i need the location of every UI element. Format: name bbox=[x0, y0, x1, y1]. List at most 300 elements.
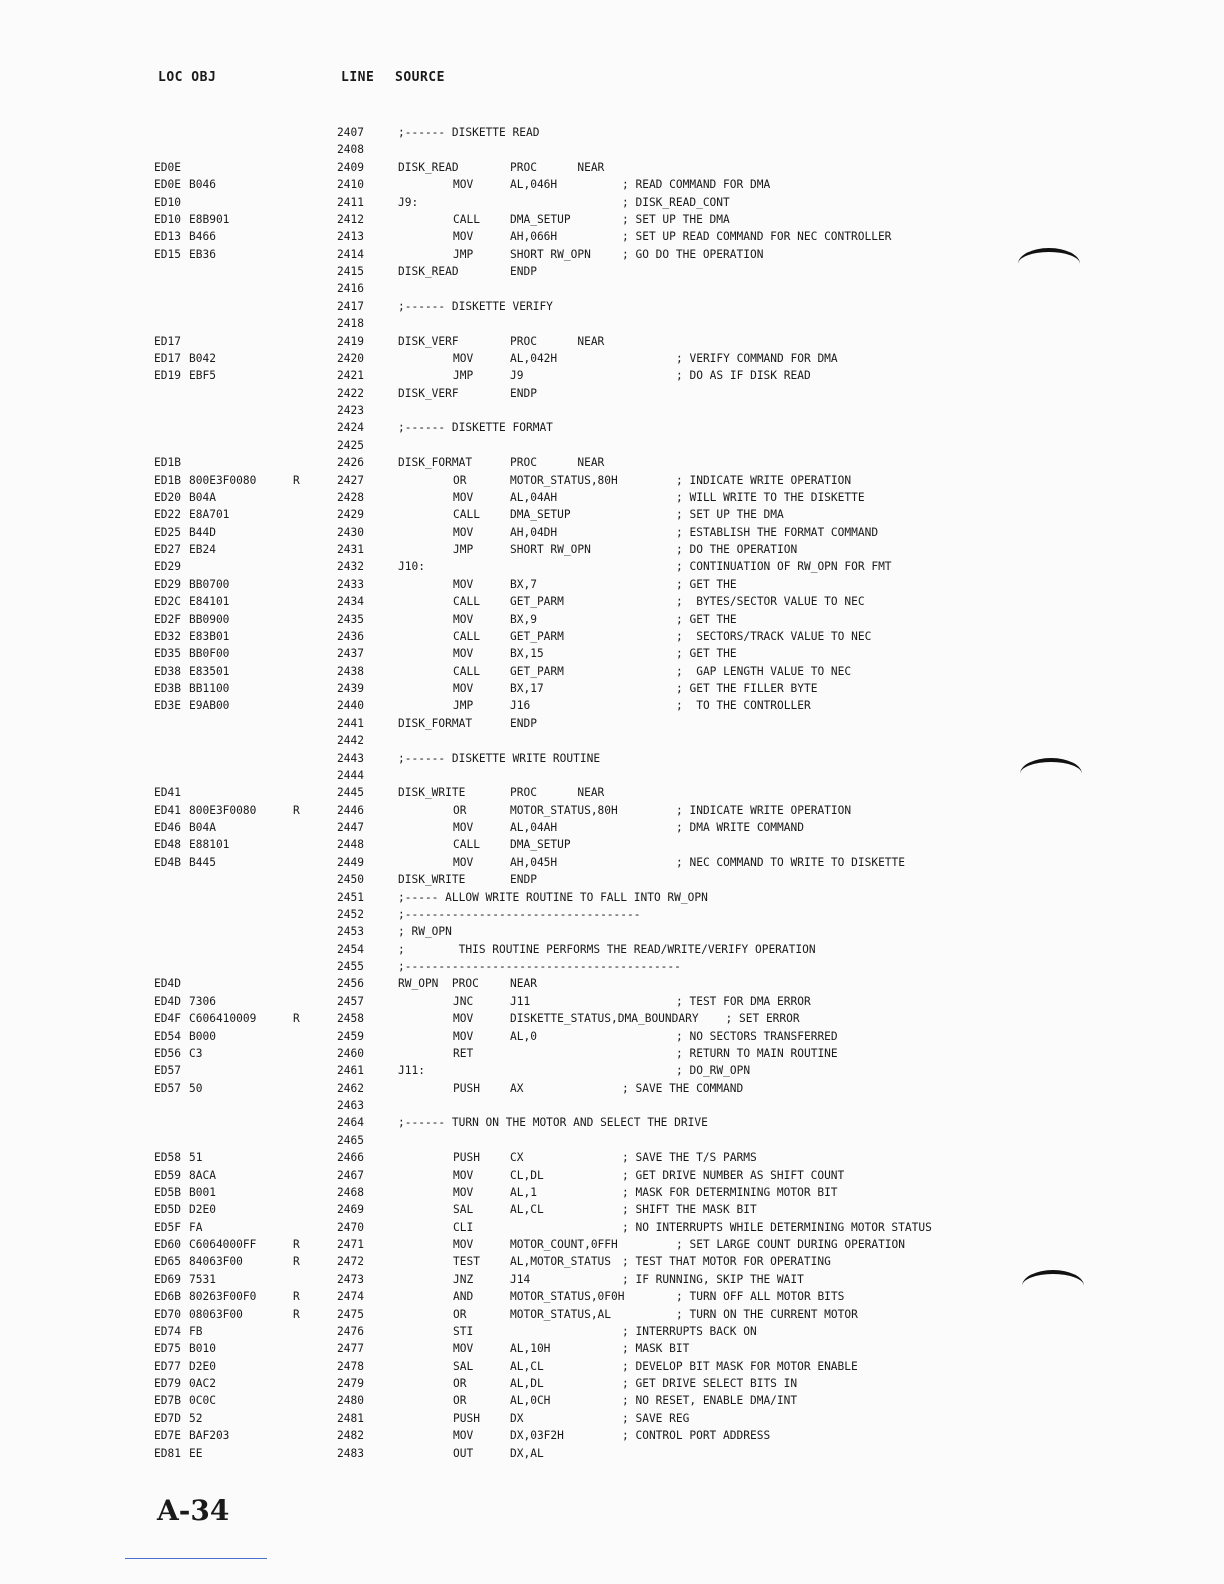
line-number: 2461 bbox=[337, 1064, 364, 1078]
relocation-flag: R bbox=[293, 1012, 300, 1026]
comment: ; ESTABLISH THE FORMAT COMMAND bbox=[676, 525, 879, 539]
loc-address: ED25 bbox=[154, 525, 181, 539]
source-line: ; RW_OPN bbox=[398, 925, 452, 939]
loc-address: ED20 bbox=[154, 490, 181, 504]
line-number: 2459 bbox=[337, 1029, 364, 1043]
object-code: 7306 bbox=[189, 994, 216, 1008]
mnemonic: CALL bbox=[453, 212, 480, 226]
object-code: C6064000FF bbox=[189, 1238, 257, 1251]
operand: DX,AL bbox=[510, 1446, 544, 1460]
relocation-flag: R bbox=[293, 803, 300, 817]
operand: ENDP bbox=[510, 386, 537, 400]
listing-row bbox=[0, 576, 1224, 593]
comment: ; DMA WRITE COMMAND bbox=[676, 821, 804, 834]
line-number: 2418 bbox=[337, 317, 364, 331]
listing-row bbox=[0, 993, 1224, 1010]
listing-row bbox=[0, 194, 1224, 211]
comment: ; MASK BIT bbox=[622, 1342, 690, 1356]
mnemonic: CALL bbox=[453, 595, 480, 609]
mnemonic: MOV bbox=[453, 490, 474, 504]
loc-address: ED81 bbox=[154, 1446, 181, 1460]
object-code: E9AB00 bbox=[189, 699, 230, 713]
source-label: J10: bbox=[398, 560, 425, 574]
object-code: E83501 bbox=[189, 664, 230, 678]
listing-row bbox=[0, 958, 1224, 975]
object-code: C606410009 bbox=[189, 1012, 257, 1026]
operand: PROC NEAR bbox=[510, 160, 605, 174]
source-label: DISK_FORMAT bbox=[398, 716, 473, 730]
loc-address: ED4D bbox=[154, 994, 181, 1008]
comment: ; INTERRUPTS BACK ON bbox=[622, 1324, 757, 1338]
comment: ; INDICATE WRITE OPERATION bbox=[676, 473, 852, 487]
source-label: DISK_WRITE bbox=[398, 873, 466, 887]
listing-row bbox=[0, 923, 1224, 940]
mnemonic: TEST bbox=[453, 1255, 480, 1269]
line-number: 2428 bbox=[337, 490, 364, 504]
line-number: 2467 bbox=[337, 1168, 364, 1182]
mnemonic: CLI bbox=[453, 1220, 474, 1234]
loc-address: ED54 bbox=[154, 1029, 181, 1043]
loc-address: ED57 bbox=[154, 1064, 181, 1078]
operand: MOTOR_STATUS,80H bbox=[510, 803, 618, 817]
listing-row bbox=[0, 871, 1224, 888]
comment: ; VERIFY COMMAND FOR DMA bbox=[676, 351, 838, 365]
loc-address: ED4D bbox=[154, 977, 181, 991]
line-number: 2433 bbox=[337, 577, 364, 591]
line-number: 2439 bbox=[337, 682, 364, 695]
listing-row bbox=[0, 1340, 1224, 1357]
listing-row bbox=[0, 1132, 1224, 1149]
source-line: ;----------------------------------------- bbox=[398, 960, 681, 973]
loc-address: ED22 bbox=[154, 508, 181, 522]
source-label: J9: bbox=[398, 195, 419, 209]
comment: ; SECTORS/TRACK VALUE TO NEC bbox=[676, 629, 872, 643]
mnemonic: MOV bbox=[453, 1012, 474, 1026]
listing-row bbox=[0, 854, 1224, 871]
operand: AL,046H bbox=[510, 178, 558, 192]
relocation-flag: R bbox=[293, 1307, 300, 1321]
comment: ; NO INTERRUPTS WHILE DETERMINING MOTOR STATUS bbox=[622, 1220, 932, 1234]
loc-address: ED70 bbox=[154, 1307, 181, 1321]
loc-address: ED15 bbox=[154, 247, 181, 261]
mnemonic: MOV bbox=[453, 1429, 474, 1443]
listing-row bbox=[0, 1097, 1224, 1114]
source-label: DISK_WRITE bbox=[398, 786, 466, 800]
loc-address: ED27 bbox=[154, 543, 181, 556]
source-line: ;----- ALLOW WRITE ROUTINE TO FALL INTO RW_OPN bbox=[398, 890, 708, 904]
mnemonic: PUSH bbox=[453, 1151, 480, 1165]
line-number: 2477 bbox=[337, 1342, 364, 1356]
source-line: ;------ TURN ON THE MOTOR AND SELECT THE DRIVE bbox=[398, 1116, 708, 1130]
listing-row bbox=[0, 645, 1224, 662]
comment: ; BYTES/SECTOR VALUE TO NEC bbox=[676, 595, 865, 609]
mnemonic: MOV bbox=[453, 525, 474, 539]
line-number: 2462 bbox=[337, 1081, 364, 1095]
loc-address: ED58 bbox=[154, 1151, 181, 1165]
mnemonic: CALL bbox=[453, 664, 480, 678]
comment: ; SET UP THE DMA bbox=[622, 212, 730, 226]
source-label: J11: bbox=[398, 1064, 425, 1078]
loc-address: ED13 bbox=[154, 230, 181, 244]
listing-row bbox=[0, 1201, 1224, 1218]
line-number: 2458 bbox=[337, 1012, 364, 1026]
object-code: 51 bbox=[189, 1151, 203, 1165]
listing-row bbox=[0, 1219, 1224, 1236]
operand: MOTOR_STATUS,AL bbox=[510, 1307, 612, 1321]
listing-row bbox=[0, 1028, 1224, 1045]
operand: AL,04AH bbox=[510, 821, 558, 834]
object-code: C3 bbox=[189, 1046, 203, 1060]
object-code: 800E3F0080 bbox=[189, 803, 257, 817]
source-line: ;------ DISKETTE FORMAT bbox=[398, 421, 553, 435]
source-label: DISK_FORMAT bbox=[398, 456, 473, 470]
loc-address: ED35 bbox=[154, 647, 181, 661]
line-number: 2409 bbox=[337, 160, 364, 174]
comment: ; SET UP READ COMMAND FOR NEC CONTROLLER bbox=[622, 230, 892, 244]
line-number: 2413 bbox=[337, 230, 364, 244]
operand: PROC NEAR bbox=[510, 786, 605, 800]
binder-hole-icon bbox=[1020, 758, 1082, 790]
mnemonic: SAL bbox=[453, 1359, 474, 1373]
line-number: 2411 bbox=[337, 195, 364, 209]
mnemonic: OR bbox=[453, 1307, 467, 1321]
loc-address: ED38 bbox=[154, 664, 181, 678]
mnemonic: MOV bbox=[453, 1185, 474, 1199]
operand: GET_PARM bbox=[510, 629, 564, 643]
comment: ; GET THE FILLER BYTE bbox=[676, 682, 818, 695]
line-number: 2432 bbox=[337, 560, 364, 574]
comment: ; DEVELOP BIT MASK FOR MOTOR ENABLE bbox=[622, 1359, 858, 1373]
mnemonic: CALL bbox=[453, 629, 480, 643]
line-number: 2420 bbox=[337, 351, 364, 365]
binder-hole-icon bbox=[1018, 248, 1080, 280]
line-number: 2465 bbox=[337, 1133, 364, 1147]
listing-row bbox=[0, 454, 1224, 471]
line-number: 2417 bbox=[337, 299, 364, 313]
operand: GET_PARM bbox=[510, 595, 564, 609]
operand: AL,CL bbox=[510, 1359, 544, 1373]
line-number: 2412 bbox=[337, 212, 364, 226]
object-code: BB0900 bbox=[189, 612, 230, 626]
listing-row bbox=[0, 1167, 1224, 1184]
object-code: E84101 bbox=[189, 595, 230, 609]
listing-row bbox=[0, 402, 1224, 419]
comment: ; DO_RW_OPN bbox=[676, 1064, 751, 1078]
mnemonic: JMP bbox=[453, 699, 474, 713]
object-code: 7531 bbox=[189, 1272, 216, 1286]
line-number: 2463 bbox=[337, 1099, 364, 1112]
object-code: B04A bbox=[189, 490, 216, 504]
line-number: 2407 bbox=[337, 126, 364, 139]
listing-row bbox=[0, 906, 1224, 923]
line-number: 2445 bbox=[337, 786, 364, 800]
object-code: D2E0 bbox=[189, 1203, 216, 1217]
listing-row bbox=[0, 1010, 1224, 1027]
loc-address: ED0E bbox=[154, 178, 181, 192]
operand: MOTOR_STATUS,0F0H bbox=[510, 1290, 625, 1304]
loc-address: ED6B bbox=[154, 1290, 181, 1304]
loc-address: ED29 bbox=[154, 560, 181, 574]
comment: ; TEST THAT MOTOR FOR OPERATING bbox=[622, 1255, 831, 1269]
comment: ; MASK FOR DETERMINING MOTOR BIT bbox=[622, 1185, 838, 1199]
listing-row bbox=[0, 541, 1224, 558]
mnemonic: CALL bbox=[453, 508, 480, 522]
loc-address: ED1B bbox=[154, 456, 181, 470]
mnemonic: MOV bbox=[453, 577, 474, 591]
comment: ; RETURN TO MAIN ROUTINE bbox=[676, 1046, 838, 1060]
header-source: SOURCE bbox=[395, 70, 445, 85]
comment: ; READ COMMAND FOR DMA bbox=[622, 178, 771, 192]
object-code: BB1100 bbox=[189, 682, 230, 695]
operand: J16 bbox=[510, 699, 531, 713]
listing-row bbox=[0, 333, 1224, 350]
operand: AH,045H bbox=[510, 855, 558, 869]
line-number: 2408 bbox=[337, 143, 364, 157]
line-number: 2466 bbox=[337, 1151, 364, 1165]
loc-address: ED4F bbox=[154, 1012, 181, 1026]
loc-address: ED77 bbox=[154, 1359, 181, 1373]
comment: ; DISK_READ_CONT bbox=[622, 195, 730, 209]
operand: MOTOR_COUNT,0FFH bbox=[510, 1238, 618, 1251]
line-number: 2449 bbox=[337, 855, 364, 869]
listing-row bbox=[0, 732, 1224, 749]
object-code: B04A bbox=[189, 821, 216, 834]
operand: NEAR bbox=[510, 977, 537, 991]
listing-row bbox=[0, 159, 1224, 176]
loc-address: ED19 bbox=[154, 369, 181, 383]
object-code: B010 bbox=[189, 1342, 216, 1356]
operand: AL,0CH bbox=[510, 1394, 551, 1408]
footer-rule bbox=[125, 1558, 267, 1559]
mnemonic: MOV bbox=[453, 647, 474, 661]
line-number: 2451 bbox=[337, 890, 364, 904]
line-number: 2447 bbox=[337, 821, 364, 834]
mnemonic: MOV bbox=[453, 1238, 474, 1251]
comment: ; CONTINUATION OF RW_OPN FOR FMT bbox=[676, 560, 892, 574]
operand: CX bbox=[510, 1151, 524, 1165]
line-number: 2454 bbox=[337, 942, 364, 956]
object-code: B000 bbox=[189, 1029, 216, 1043]
listing-row bbox=[0, 1427, 1224, 1444]
object-code: E8A701 bbox=[189, 508, 230, 522]
comment: ; DO AS IF DISK READ bbox=[676, 369, 811, 383]
line-number: 2438 bbox=[337, 664, 364, 678]
line-number: 2441 bbox=[337, 716, 364, 730]
operand: DMA_SETUP bbox=[510, 212, 571, 226]
operand: BX,15 bbox=[510, 647, 544, 661]
line-number: 2469 bbox=[337, 1203, 364, 1217]
object-code: E88101 bbox=[189, 838, 230, 852]
line-number: 2476 bbox=[337, 1324, 364, 1338]
listing-row bbox=[0, 941, 1224, 958]
mnemonic: MOV bbox=[453, 821, 474, 834]
loc-address: ED69 bbox=[154, 1272, 181, 1286]
comment: ; SAVE THE COMMAND bbox=[622, 1081, 744, 1095]
comment: ; TURN OFF ALL MOTOR BITS bbox=[676, 1290, 845, 1304]
line-number: 2437 bbox=[337, 647, 364, 661]
loc-address: ED2C bbox=[154, 595, 181, 609]
loc-address: ED10 bbox=[154, 212, 181, 226]
listing-row bbox=[0, 1445, 1224, 1462]
line-number: 2435 bbox=[337, 612, 364, 626]
line-number: 2471 bbox=[337, 1238, 364, 1251]
object-code: BB0700 bbox=[189, 577, 230, 591]
operand: AL,DL bbox=[510, 1377, 544, 1390]
binder-hole-icon bbox=[1022, 1270, 1084, 1302]
operand: J9 bbox=[510, 369, 524, 383]
listing-row bbox=[0, 836, 1224, 853]
comment: ; GO DO THE OPERATION bbox=[622, 247, 764, 261]
line-number: 2429 bbox=[337, 508, 364, 522]
line-number: 2464 bbox=[337, 1116, 364, 1130]
listing-row bbox=[0, 802, 1224, 819]
loc-address: ED17 bbox=[154, 334, 181, 348]
operand: ENDP bbox=[510, 716, 537, 730]
listing-row bbox=[0, 1114, 1224, 1131]
listing-row bbox=[0, 315, 1224, 332]
comment: ; GAP LENGTH VALUE TO NEC bbox=[676, 664, 852, 678]
mnemonic: OR bbox=[453, 1394, 467, 1408]
object-code: BB0F00 bbox=[189, 647, 230, 661]
mnemonic: MOV bbox=[453, 612, 474, 626]
source-line: ;------ DISKETTE VERIFY bbox=[398, 299, 553, 313]
line-number: 2482 bbox=[337, 1429, 364, 1443]
comment: ; INDICATE WRITE OPERATION bbox=[676, 803, 852, 817]
listing-row bbox=[0, 1184, 1224, 1201]
mnemonic: JNC bbox=[453, 994, 474, 1008]
mnemonic: JMP bbox=[453, 247, 474, 261]
source-line: ;------ DISKETTE WRITE ROUTINE bbox=[398, 751, 601, 765]
listing-row bbox=[0, 437, 1224, 454]
line-number: 2483 bbox=[337, 1446, 364, 1460]
mnemonic: MOV bbox=[453, 1342, 474, 1356]
loc-address: ED0E bbox=[154, 160, 181, 174]
listing-row bbox=[0, 1253, 1224, 1270]
object-code: D2E0 bbox=[189, 1359, 216, 1373]
operand: AL,CL bbox=[510, 1203, 544, 1217]
object-code: 08063F00 bbox=[189, 1307, 243, 1321]
object-code: EB36 bbox=[189, 247, 216, 261]
relocation-flag: R bbox=[293, 1255, 300, 1269]
listing-row bbox=[0, 124, 1224, 141]
line-number: 2472 bbox=[337, 1255, 364, 1269]
object-code: 52 bbox=[189, 1411, 203, 1425]
comment: ; TO THE CONTROLLER bbox=[676, 699, 811, 713]
listing-row bbox=[0, 280, 1224, 297]
line-number: 2457 bbox=[337, 994, 364, 1008]
listing-row bbox=[0, 611, 1224, 628]
line-number: 2444 bbox=[337, 768, 364, 782]
loc-address: ED5D bbox=[154, 1203, 181, 1217]
object-code: FA bbox=[189, 1220, 203, 1234]
comment: ; TEST FOR DMA ERROR bbox=[676, 994, 811, 1008]
comment: ; DO THE OPERATION bbox=[676, 543, 798, 556]
line-number: 2415 bbox=[337, 265, 364, 278]
operand: AX bbox=[510, 1081, 524, 1095]
mnemonic: MOV bbox=[453, 682, 474, 695]
listing-row bbox=[0, 419, 1224, 436]
line-number: 2480 bbox=[337, 1394, 364, 1408]
operand: BX,7 bbox=[510, 577, 537, 591]
source-line: ;------ DISKETTE READ bbox=[398, 126, 540, 139]
operand: PROC NEAR bbox=[510, 334, 605, 348]
line-number: 2470 bbox=[337, 1220, 364, 1234]
line-number: 2425 bbox=[337, 438, 364, 452]
listing-row bbox=[0, 506, 1224, 523]
mnemonic: OUT bbox=[453, 1446, 474, 1460]
loc-address: ED32 bbox=[154, 629, 181, 643]
loc-address: ED5F bbox=[154, 1220, 181, 1234]
source-label: DISK_VERF bbox=[398, 334, 459, 348]
object-code: EE bbox=[189, 1446, 203, 1460]
object-code: 80263F00F0 bbox=[189, 1290, 257, 1304]
listing-row bbox=[0, 663, 1224, 680]
loc-address: ED3E bbox=[154, 699, 181, 713]
comment: ; IF RUNNING, SKIP THE WAIT bbox=[622, 1272, 804, 1286]
listing-row bbox=[0, 715, 1224, 732]
comment: ; SET UP THE DMA bbox=[676, 508, 784, 522]
comment: ; WILL WRITE TO THE DISKETTE bbox=[676, 490, 865, 504]
mnemonic: JMP bbox=[453, 543, 474, 556]
listing-row bbox=[0, 889, 1224, 906]
object-code: B001 bbox=[189, 1185, 216, 1199]
operand: BX,9 bbox=[510, 612, 537, 626]
line-number: 2423 bbox=[337, 404, 364, 417]
line-number: 2446 bbox=[337, 803, 364, 817]
listing-row bbox=[0, 1045, 1224, 1062]
listing-row bbox=[0, 489, 1224, 506]
listing-row bbox=[0, 472, 1224, 489]
object-code: 84063F00 bbox=[189, 1255, 243, 1269]
line-number: 2410 bbox=[337, 178, 364, 192]
line-number: 2450 bbox=[337, 873, 364, 887]
listing-row bbox=[0, 628, 1224, 645]
line-number: 2460 bbox=[337, 1046, 364, 1060]
listing-row bbox=[0, 298, 1224, 315]
listing-row bbox=[0, 1410, 1224, 1427]
comment: ; GET DRIVE NUMBER AS SHIFT COUNT bbox=[622, 1168, 845, 1182]
listing-row bbox=[0, 975, 1224, 992]
loc-address: ED65 bbox=[154, 1255, 181, 1269]
loc-address: ED1B bbox=[154, 473, 181, 487]
mnemonic: AND bbox=[453, 1290, 474, 1304]
object-code: B046 bbox=[189, 178, 216, 192]
object-code: 0AC2 bbox=[189, 1377, 216, 1390]
listing-row bbox=[0, 593, 1224, 610]
relocation-flag: R bbox=[293, 1238, 300, 1251]
listing-row bbox=[0, 1323, 1224, 1340]
object-code: B445 bbox=[189, 855, 216, 869]
operand: AL,0 bbox=[510, 1029, 537, 1043]
listing-row bbox=[0, 819, 1224, 836]
loc-address: ED10 bbox=[154, 195, 181, 209]
operand: AL,042H bbox=[510, 351, 558, 365]
loc-address: ED79 bbox=[154, 1377, 181, 1390]
loc-address: ED60 bbox=[154, 1238, 181, 1251]
object-code: EB24 bbox=[189, 543, 216, 556]
loc-address: ED3B bbox=[154, 682, 181, 695]
operand: J11 bbox=[510, 994, 531, 1008]
comment: ; GET THE bbox=[676, 612, 737, 626]
operand: SHORT RW_OPN bbox=[510, 543, 591, 556]
mnemonic: MOV bbox=[453, 855, 474, 869]
mnemonic: MOV bbox=[453, 178, 474, 192]
source-label: DISK_READ bbox=[398, 160, 459, 174]
object-code: B042 bbox=[189, 351, 216, 365]
line-number: 2475 bbox=[337, 1307, 364, 1321]
operand: AL,MOTOR_STATUS bbox=[510, 1255, 612, 1269]
operand: ENDP bbox=[510, 265, 537, 278]
